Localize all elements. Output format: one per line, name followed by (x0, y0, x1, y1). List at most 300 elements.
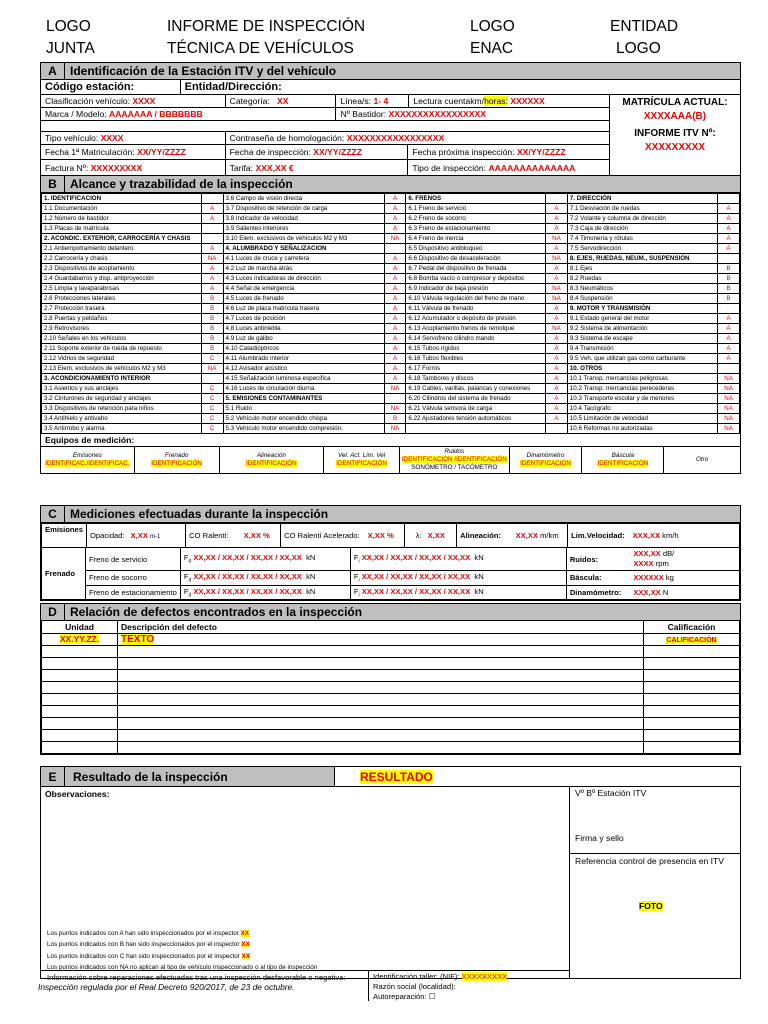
alineacion-value: XX,XX (515, 531, 538, 540)
scope-item: 6.17 Forros (406, 364, 546, 374)
scope-item: 6.16 Tubos flexibles (406, 354, 546, 364)
points-b-text: Los puntos indicados con B han sido inspeccionados por el inspector (47, 941, 240, 949)
equipos-label: Equipos de medición: (41, 434, 740, 447)
scope-item: 6.5 Dispositivo antibloqueo (406, 244, 546, 254)
frenado-table: Frenado Freno de servicio $F_d$ XX,XX / XX,XX / XX,XX / XX,XX kN $F_i$ XX,XX / XX,XX / XX,XX / XX,XX kN Ruidos: XXX,XX dB/ XXXX rpm Freno de socorro $F_d$ XX,XX / XX,XX / XX,XX / XX,XX kN $F_i$ XX,XX / XX,XX / XX,XX / XX,XX kN Báscula: XXXXXX kg Freno de estacionamiento $F_d$ XX,XX / XX,XX / XX,XX / XX,XX kN $F_i$ XX,XX / XX,XX / XX,XX / XX,XX kN Dinamómetro: XXX,XX N (41, 547, 740, 600)
defect-cell (42, 729, 118, 741)
equipment-id: IDENTIFICACIÓN /IDENTIFICACIÓN (401, 456, 507, 463)
vb-label: Vº Bº Estación ITV (575, 788, 647, 798)
enac-text: ENAC (470, 40, 514, 57)
scope-row (42, 314, 740, 324)
scope-item: 6.10 Válvula regulación del freno de mano (406, 294, 546, 304)
tipo-label: Tipo vehículo: (45, 133, 99, 143)
alineacion-label: Alineación: (457, 524, 513, 548)
firma-label: Firma y sello (575, 833, 624, 843)
scope-item: 6.7 Pedal del dispositivo de frenada (406, 264, 546, 274)
scope-item: 3.9 Salientes interiores (223, 224, 384, 234)
scope-item: 4.15 Señalización luminosa específica (223, 374, 384, 384)
finsp-value: XX/YY/ZZZZ (313, 147, 362, 157)
scope-grade: NA (718, 404, 740, 414)
scope-grade: A (546, 224, 568, 234)
defect-cell (42, 669, 118, 681)
scope-grade: A (718, 314, 740, 324)
tipo-value: XXXX (100, 133, 124, 143)
section-letter: A (41, 63, 65, 79)
matricula-value: XXXXAAA(B) (643, 111, 707, 122)
scope-table (41, 193, 740, 434)
factura-label: Factura Nº: (45, 162, 89, 173)
scope-grade: A (718, 224, 740, 234)
scope-item: 5.1 Ruido (223, 404, 384, 414)
scope-grade (384, 394, 406, 404)
scope-item: 3.4 Antihielo y antivaho (42, 414, 202, 424)
scope-grade: A (546, 244, 568, 254)
defect-row (42, 669, 740, 681)
scope-grade: A (201, 274, 223, 284)
scope-item: 10.2 Transp. mercancías perecederas (567, 384, 717, 394)
clasif-label: Clasificación vehículo: (45, 96, 131, 106)
defect-cell (644, 645, 740, 657)
scope-grade: NA (384, 234, 406, 244)
fi-value: XX,XX / XX,XX / XX,XX / XX,XX (361, 553, 471, 563)
scope-grade: A (718, 344, 740, 354)
scope-grade: A (546, 274, 568, 284)
fi-label: F (353, 586, 359, 596)
scope-item: 7.1 Desviación de ruedas (567, 204, 717, 214)
scope-grade: B (201, 344, 223, 354)
scope-grade (718, 254, 740, 264)
scope-item: 7.3 Caja de dirección (567, 224, 717, 234)
scope-item: 6.3 Freno de estacionamiento (406, 224, 546, 234)
equipment-cell (41, 447, 135, 473)
opacidad-label: Opacidad: (86, 524, 127, 548)
scope-grade (546, 194, 568, 204)
scope-grade: A (546, 204, 568, 214)
equipment-id: IDENTIFICACIÓN (151, 460, 202, 467)
defect-row (42, 705, 740, 717)
scope-item: 6.6 Dispositivo de desaceleración (406, 254, 546, 264)
defect-row (42, 645, 740, 657)
section-title: Mediciones efectuadas durante la inspección (70, 507, 329, 521)
fi-value: XX,XX / XX,XX / XX,XX / XX,XX (361, 572, 471, 581)
logo-text: LOGO (46, 18, 91, 35)
scope-grade: C (201, 354, 223, 364)
tarifa-value: XXX,XX € (255, 162, 294, 173)
scope-row (42, 424, 740, 434)
taller-value: XXXXXXXXX (461, 972, 508, 981)
scope-row (42, 274, 740, 284)
scope-item: 1. IDENTIFICACION (42, 194, 202, 204)
equipment-id: IDENTIFICACIÓN (597, 460, 649, 467)
clasif-value: XXXX (132, 96, 156, 106)
kn-unit: kN (474, 572, 484, 581)
measurements-table (41, 523, 740, 548)
scope-row (42, 294, 740, 304)
resultado-value: RESULTADO (360, 769, 433, 784)
scope-item: 3.3 Dispositivos de retención para niños (42, 404, 202, 414)
frenado-label: Frenado (42, 548, 86, 600)
scope-row (42, 344, 740, 354)
scope-grade: A (384, 294, 406, 304)
scope-item: 4.5 Luces de frenado (223, 294, 384, 304)
scope-grade: A (546, 404, 568, 414)
scope-grade: B (718, 284, 740, 294)
defect-cell (42, 717, 118, 729)
fi-label: F (353, 572, 359, 581)
defect-cell (118, 657, 644, 669)
scope-row (42, 264, 740, 274)
scope-item: 9.1 Estado general del motor (567, 314, 717, 324)
defects-table (41, 621, 740, 754)
ruidos-db-value: XXX,XX (633, 549, 661, 558)
equipment-cell (510, 447, 583, 473)
defect-cell (644, 741, 740, 753)
defect-row (42, 693, 740, 705)
scope-item: 3.2 Cinturones de seguridad y anclajes (42, 394, 202, 404)
codigo-estacion-label: Código estación: (41, 80, 181, 94)
scope-item: 1.1 Documentación (42, 204, 202, 214)
equipment-cell (400, 447, 510, 473)
scope-item: 7.5 Servodirección (567, 244, 717, 254)
equipment-type: Ruidos (444, 448, 465, 455)
scope-item: 8. EJES, RUEDAS, NEUM., SUSPENSIÓN (567, 254, 717, 264)
kn-unit: kN (306, 553, 316, 563)
section-title: Identificación de la Estación ITV y del vehículo (70, 64, 337, 78)
footer-text: Inspección regulada por el Real Decreto 920/2017, de 23 de octubre. (38, 982, 295, 992)
section-letter: C (41, 506, 65, 522)
scope-grade: A (384, 334, 406, 344)
defect-cell (118, 645, 644, 657)
scope-grade: A (718, 234, 740, 244)
scope-item: 9.3 Sistema de escape (567, 334, 717, 344)
fd-label: F (183, 553, 189, 563)
scope-item: 4.3 Luces indicadoras de dirección (223, 274, 384, 284)
section-b-header (41, 176, 740, 193)
marca-value: AAAAAAA / BBBBBBB (109, 109, 203, 119)
scope-item: 6.19 Cables, varillas, palancas y conexiones (406, 384, 546, 394)
section-letter: B (41, 176, 65, 192)
section-letter: E (41, 767, 65, 786)
scope-grade: B (201, 304, 223, 314)
scope-grade: A (718, 204, 740, 214)
scope-item: 9.5 Veh. que utilizan gas como carburante (567, 354, 717, 364)
defect-cell (118, 741, 644, 753)
dinamometro-label: Dinamómetro: (566, 585, 630, 600)
scope-item: 10.4 Tacógrafo (567, 404, 717, 414)
freno-socorro-label: Freno de socorro (86, 571, 181, 586)
scope-item: 6.9 Indicador de baja presión (406, 284, 546, 294)
scope-item: 6.2 Freno de socorro (406, 214, 546, 224)
lect-value: XXXXXX (510, 96, 545, 106)
scope-item: 6.22 Ajustadores tensión automáticos (406, 414, 546, 424)
opacidad-value: X,XX (130, 531, 148, 540)
calificacion-header: Calificación (644, 621, 740, 633)
scope-grade: NA (546, 294, 568, 304)
scope-item: 2.10 Señales en los vehículos (42, 334, 202, 344)
observaciones-label: Observaciones: (45, 789, 110, 799)
linea-value: 1- 4 (373, 96, 389, 106)
scope-grade (201, 194, 223, 204)
equipment-id: IDENTIFICACIÓN (245, 460, 297, 467)
co-acel-label: CO Ralentí Acelerado: (281, 524, 365, 548)
scope-item: 6.15 Tubos rígidos (406, 344, 546, 354)
scope-row (42, 254, 740, 264)
section-d (40, 603, 741, 755)
lim-vel-label: Lim.Velocidad: (568, 524, 630, 548)
scope-row (42, 214, 740, 224)
defect-cell (644, 681, 740, 693)
defect-description: TEXTO (121, 633, 155, 645)
scope-grade (718, 194, 740, 204)
defect-row (42, 741, 740, 753)
scope-grade: A (384, 214, 406, 224)
scope-grade: NA (546, 284, 568, 294)
scope-grade: B (718, 264, 740, 274)
scope-row (42, 304, 740, 314)
scope-item: 6.21 Válvula sensora de carga (406, 404, 546, 414)
scope-grade: C (201, 414, 223, 424)
scope-row (42, 224, 740, 234)
unidad-header: Unidad (42, 621, 118, 633)
scope-item: 4.12 Avisador acústico (223, 364, 384, 374)
tinsp-label: Tipo de inspección: (412, 162, 487, 173)
scope-row (42, 244, 740, 254)
kn-unit: kN (474, 586, 484, 596)
section-a (40, 62, 741, 176)
scope-item: 6.18 Tambores y discos (406, 374, 546, 384)
scope-grade: A (546, 344, 568, 354)
scope-item: 2.8 Puertas y peldaños (42, 314, 202, 324)
scope-item: 8.4 Suspensión (567, 294, 717, 304)
scope-grade: NA (546, 324, 568, 334)
scope-item: 2.7 Protección trasera (42, 304, 202, 314)
points-na-text: Los puntos indicados con NA no aplican al tipo de vehículo inspeccionado o al tipo de inspección (47, 963, 318, 971)
descripcion-header: Descripción del defecto (118, 621, 644, 633)
scope-item: 4.2 Luz de marcha atrás (223, 264, 384, 274)
scope-grade: A (718, 354, 740, 364)
tarifa-label: Tarifa: (229, 162, 254, 173)
scope-grade: B (384, 414, 406, 424)
equipment-cell (220, 447, 325, 473)
scope-row (42, 374, 740, 384)
section-title: Alcance y trazabilidad de la inspección (70, 177, 293, 191)
co-acel-value: X,XX % (365, 524, 405, 548)
defect-qualification: CALIFICACIÓN (666, 637, 717, 644)
defect-row (42, 657, 740, 669)
scope-item: 1.2 Número de bastidor (42, 214, 202, 224)
scope-grade: A (546, 364, 568, 374)
scope-grade: NA (384, 404, 406, 414)
bascula-value: XXXXXX (633, 573, 664, 583)
defect-cell (644, 729, 740, 741)
scope-grade: A (384, 274, 406, 284)
scope-item: 2.13 Elem. exclusivos de vehículos M2 y M3 (42, 364, 202, 374)
inspector-b: XX (241, 941, 250, 949)
scope-grade: NA (718, 414, 740, 424)
scope-grade (718, 364, 740, 374)
co-ralenti-label: CO Ralentí: (186, 524, 241, 548)
scope-row (42, 284, 740, 294)
entidad-label: Entidad/Dirección: (184, 81, 282, 93)
ruidos-label: Ruidos: (566, 548, 630, 571)
scope-item: 2.6 Protecciones laterales (42, 294, 202, 304)
scope-item: 3.5 Antirrobo y alarma (42, 424, 202, 434)
scope-item: 4.6 Luz de placa matrícula trasera (223, 304, 384, 314)
scope-grade: A (384, 324, 406, 334)
scope-grade: A (546, 394, 568, 404)
scope-item: 7. DIRECCIÓN (567, 194, 717, 204)
scope-row (42, 234, 740, 244)
scope-item: 3.7 Dispositivo de retención de carga (223, 204, 384, 214)
scope-grade: A (546, 414, 568, 424)
scope-row (42, 364, 740, 374)
logo-text-3: LOGO (616, 40, 661, 57)
scope-grade: A (546, 334, 568, 344)
defect-row (42, 729, 740, 741)
defect-cell (42, 693, 118, 705)
scope-item: 10.3 Transporte escolar y de menores (567, 394, 717, 404)
scope-item: 6.13 Acoplamiento frenos de remolque (406, 324, 546, 334)
defect-cell (644, 669, 740, 681)
scope-item (406, 424, 546, 434)
equipment-type: Otro (696, 456, 709, 463)
scope-grade: A (546, 304, 568, 314)
dinamometro-unit: N (662, 587, 669, 597)
scope-grade (384, 244, 406, 254)
scope-row (42, 404, 740, 414)
scope-item: 6.1 Freno de servicio (406, 204, 546, 214)
scope-item: 4. ALUMBRADO Y SEÑALIZACION (223, 244, 384, 254)
marca-label: Marca / Modelo: (45, 109, 107, 119)
scope-grade: A (546, 214, 568, 224)
scope-grade: A (546, 384, 568, 394)
opacidad-unit: m-1 (150, 534, 161, 540)
scope-item: 6.8 Bomba vacío o compresor y depósitos (406, 274, 546, 284)
defect-cell (42, 705, 118, 717)
equipment-type: Vel. Act. Lim. Vel (337, 452, 386, 459)
equipment-cell (135, 447, 220, 473)
defect-cell (42, 741, 118, 753)
equipment-sub: SONÓMETRO / TACÓMETRO (411, 464, 498, 471)
scope-grade: A (201, 264, 223, 274)
scope-item: 6.14 Servofreno cilindro mando (406, 334, 546, 344)
defect-cell (42, 681, 118, 693)
section-letter: D (41, 604, 65, 620)
matricula-label: MATRÍCULA ACTUAL: (622, 97, 728, 108)
freno-estacionamiento-label: Freno de estacionamiento (86, 585, 181, 600)
scope-item: 3. ACONDICIONAMIENTO INTERIOR (42, 374, 202, 384)
autoreparacion-checkbox[interactable]: Autoreparación: ☐ (373, 992, 436, 1001)
scope-item: 6.12 Acumulador o depósito de presión (406, 314, 546, 324)
equipment-cell (664, 447, 740, 473)
scope-item: 4.10 Catadióptricos (223, 344, 384, 354)
scope-grade: A (384, 314, 406, 324)
co-ralenti-value: X,XX % (241, 524, 281, 548)
section-a-header (41, 63, 740, 80)
scope-item: 9.2 Sistema de alimentación (567, 324, 717, 334)
scope-item: 4.16 Luces de circulación diurna (223, 384, 384, 394)
scope-grade: A (201, 204, 223, 214)
scope-item: 2.3 Dispositivos de acoplamiento (42, 264, 202, 274)
informe-label: INFORME ITV Nº: (634, 128, 716, 139)
scope-grade: A (384, 344, 406, 354)
equipment-type: Emisiones (72, 452, 102, 459)
kn-unit: kN (306, 586, 316, 596)
informe-value: XXXXXXXXX (644, 142, 706, 153)
fmat-value: XX/YY/ZZZZ (137, 147, 186, 157)
scope-item: 8.2 Ruedas (567, 274, 717, 284)
scope-grade: NA (718, 394, 740, 404)
scope-grade: B (718, 294, 740, 304)
scope-grade: A (384, 224, 406, 234)
equipment-type: Dinamómetro (526, 452, 565, 459)
scope-grade: A (546, 354, 568, 364)
scope-grade: A (201, 244, 223, 254)
ruidos-rpm-unit: rpm (655, 559, 669, 568)
scope-grade: A (546, 264, 568, 274)
equipment-type: Frenado (164, 452, 189, 459)
scope-grade: C (201, 424, 223, 434)
scope-grade: A (384, 284, 406, 294)
factura-value: XXXXXXXXX (90, 162, 143, 173)
defect-unit: XX.YY.ZZ. (59, 634, 100, 644)
ruidos-rpm-value: XXXX (633, 559, 654, 568)
scope-grade: B (718, 274, 740, 284)
scope-item: 5.3 Vehículo motor encendido compresión. (223, 424, 384, 434)
junta-text: JUNTA (46, 40, 95, 57)
contrasena-label: Contraseña de homologación: (229, 133, 345, 143)
scope-grade: A (384, 364, 406, 374)
scope-item: 1.3 Placas de matrícula (42, 224, 202, 234)
defect-row (42, 681, 740, 693)
fd-value: XX,XX / XX,XX / XX,XX / XX,XX (193, 572, 302, 581)
scope-grade: B (201, 334, 223, 344)
scope-row (42, 384, 740, 394)
scope-item: 6. FRENOS (406, 194, 546, 204)
scope-item: 4.8 Luces antiniebla (223, 324, 384, 334)
defect-cell (118, 729, 644, 741)
scope-grade: NA (201, 254, 223, 264)
scope-row (42, 354, 740, 364)
scope-row (42, 324, 740, 334)
scope-item: 3.6 Campo de visión directa (223, 194, 384, 204)
inspector-c: XX (241, 952, 251, 960)
scope-grade: A (718, 334, 740, 344)
referencia-label: Referencia control de presencia en ITV (575, 856, 725, 866)
defect-cell (42, 657, 118, 669)
scope-item: 2.5 Limpia y lavaparabrisas (42, 284, 202, 294)
lambda-label: λ: (405, 524, 425, 548)
scope-grade: NA (718, 374, 740, 384)
scope-item: 10.1 Transp. mercancías peligrosas (567, 374, 717, 384)
lambda-value: X,XX (425, 524, 457, 548)
scope-row (42, 194, 740, 204)
scope-item: 10. OTROS (567, 364, 717, 374)
cat-label: Categoría: (229, 96, 270, 106)
defect-row (42, 717, 740, 729)
tinsp-value: AAAAAAAAAAAAAA (488, 162, 576, 173)
entidad-text: ENTIDAD (610, 18, 679, 35)
scope-item: 6.4 Freno de inercia (406, 234, 546, 244)
fi-value: XX,XX / XX,XX / XX,XX / XX,XX (361, 586, 471, 596)
scope-grade: NA (384, 424, 406, 434)
scope-grade: A (384, 264, 406, 274)
horas-label: horas: (484, 96, 508, 106)
fd-value: XX,XX / XX,XX / XX,XX / XX,XX (193, 586, 302, 596)
defect-cell (644, 693, 740, 705)
section-c (40, 505, 741, 601)
scope-grade: A (546, 374, 568, 384)
